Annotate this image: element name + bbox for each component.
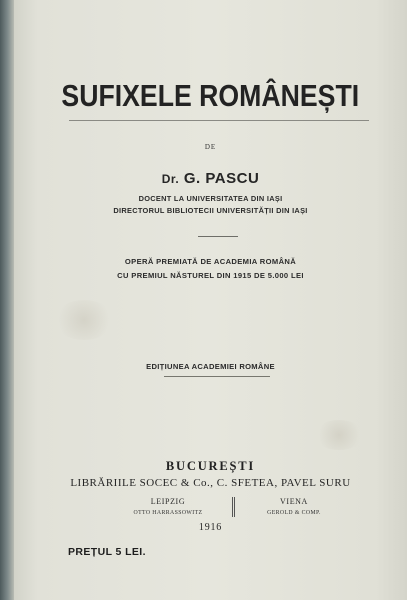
section-rule	[198, 236, 238, 237]
author-position-2: DIRECTORUL BIBLIOTECII UNIVERSITĂȚII DIN IAȘI	[113, 206, 308, 215]
branch-left-city: LEIPZIG	[150, 497, 186, 506]
branch-left-agent: OTTO HARRASSOWITZ	[133, 510, 203, 516]
edition-line: EDIȚIUNEA ACADEMIEI ROMÂNE	[146, 362, 275, 371]
author-position-1: DOCENT LA UNIVERSITATEA DIN IAȘI	[138, 194, 283, 203]
paper-stain	[54, 300, 114, 340]
award-line-1: OPERĂ PREMIATĂ DE ACADEMIA ROMÂNĂ	[124, 257, 297, 266]
author-name: G. PASCU	[183, 170, 260, 187]
title-page	[14, 0, 407, 600]
imprint-year: 1916	[198, 522, 223, 533]
title-rule	[69, 120, 369, 121]
imprint-city: BUCUREȘTI	[165, 459, 256, 473]
paper-stain	[314, 420, 364, 450]
branch-right-city: VIENA	[280, 497, 308, 506]
branch-right-agent: GEROLD & COMP.	[267, 510, 321, 516]
author-line	[14, 170, 407, 187]
price-label: PREȚUL 5 LEI.	[68, 546, 146, 558]
award-line-2: CU PREMIUL NĂSTUREL DIN 1915 DE 5.000 LEI	[117, 271, 304, 280]
branch-divider	[232, 497, 235, 517]
book-binding-edge	[0, 0, 14, 600]
book-title: SUFIXELE ROMÂNEȘTI	[61, 78, 360, 113]
by-line: DE	[204, 143, 217, 151]
edition-rule	[164, 376, 270, 377]
imprint-publishers: LIBRĂRIILE SOCEC & Co., C. SFETEA, PAVEL SURU	[70, 477, 351, 489]
author-prefix: Dr.	[161, 172, 180, 186]
